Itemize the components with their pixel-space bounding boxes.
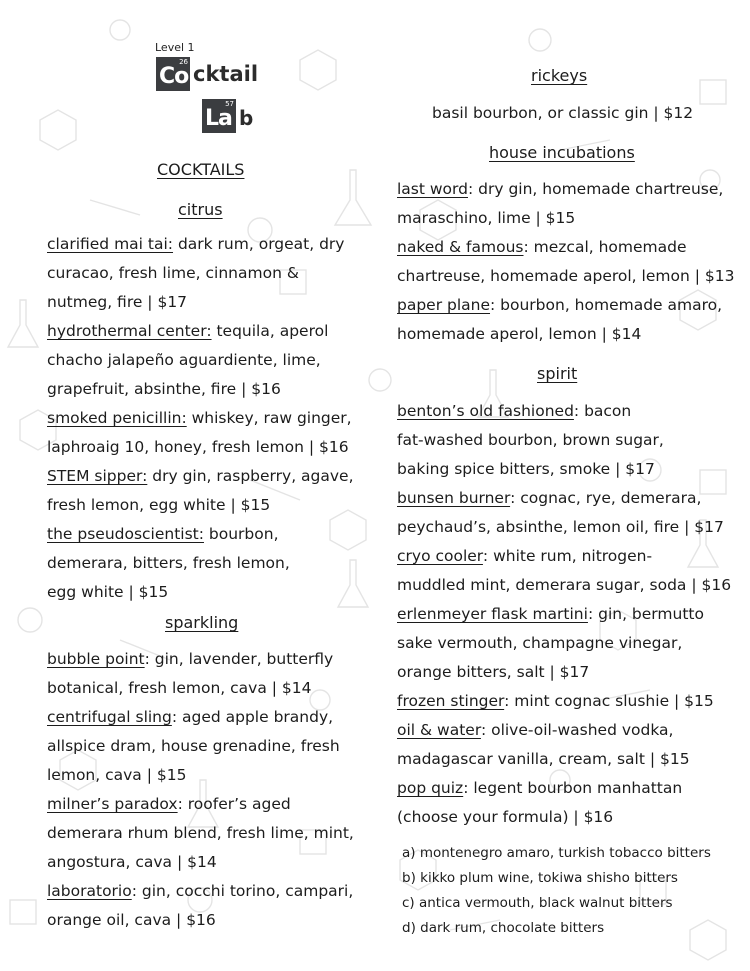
menu-line: demerara, bitters, fresh lemon,	[47, 554, 290, 572]
citrus-heading: citrus	[178, 200, 223, 219]
logo-text-cktail: cktail	[193, 62, 259, 86]
menu-line: STEM sipper: dry gin, raspberry, agave,	[47, 467, 354, 485]
menu-line: demerara rhum blend, fresh lime, mint,	[47, 824, 354, 842]
rickeys-heading: rickeys	[531, 66, 588, 85]
house-incubations-heading: house incubations	[489, 143, 635, 162]
menu-line: baking spice bitters, smoke | $17	[397, 460, 655, 478]
spirit-heading: spirit	[537, 364, 578, 383]
menu-line: laphroaig 10, honey, fresh lemon | $16	[47, 438, 349, 456]
menu-line: chartreuse, homemade aperol, lemon | $13	[397, 267, 735, 285]
menu-line: pop quiz: legent bourbon manhattan	[397, 779, 683, 797]
formula-option: d) dark rum, chocolate bitters	[402, 920, 605, 936]
menu-line: lemon, cava | $15	[47, 766, 187, 784]
cocktail-lab-logo	[154, 40, 264, 136]
menu-line: the pseudoscientist: bourbon,	[47, 525, 279, 543]
menu-line: hydrothermal center: tequila, aperol	[47, 322, 329, 340]
menu-line: chacho jalapeño aguardiente, lime,	[47, 351, 321, 369]
formula-option: b) kikko plum wine, tokiwa shisho bitters	[402, 870, 678, 886]
menu-line: curacao, fresh lime, cinnamon &	[47, 264, 299, 282]
menu-line: muddled mint, demerara sugar, soda | $16	[397, 576, 732, 594]
menu-line: naked & famous: mezcal, homemade	[397, 238, 687, 256]
element-tile-co	[156, 57, 190, 91]
menu-line: fresh lemon, egg white | $15	[47, 496, 271, 514]
menu-line: basil bourbon, or classic gin | $12	[432, 104, 694, 122]
menu-line: oil & water: olive-oil-washed vodka,	[397, 721, 674, 739]
menu-line: orange bitters, salt | $17	[397, 663, 590, 681]
tile-number: 57	[225, 100, 234, 108]
menu-line: nutmeg, fire | $17	[47, 293, 188, 311]
element-tile-la	[202, 99, 236, 133]
menu-line: grapefruit, absinthe, fire | $16	[47, 380, 281, 398]
menu-line: bunsen burner: cognac, rye, demerara,	[397, 489, 702, 507]
menu-line: madagascar vanilla, cream, salt | $15	[397, 750, 690, 768]
formula-option: a) montenegro amaro, turkish tobacco bitters	[402, 845, 711, 861]
section-title: COCKTAILS	[157, 160, 245, 179]
logo-text-b: b	[239, 106, 254, 130]
sparkling-heading: sparkling	[165, 613, 239, 632]
menu-line: laboratorio: gin, cocchi torino, campari,	[47, 882, 354, 900]
menu-line: homemade aperol, lemon | $14	[397, 325, 642, 343]
menu-line: allspice dram, house grenadine, fresh	[47, 737, 340, 755]
menu-line: last word: dry gin, homemade chartreuse,	[397, 180, 724, 198]
menu-line: benton’s old fashioned: bacon	[397, 402, 632, 420]
menu-line: orange oil, cava | $16	[47, 911, 216, 929]
menu-line: erlenmeyer flask martini: gin, bermutto	[397, 605, 704, 623]
menu-line: clarified mai tai: dark rum, orgeat, dry	[47, 235, 345, 253]
menu-line: milner’s paradox: roofer’s aged	[47, 795, 291, 813]
menu-line: fat-washed bourbon, brown sugar,	[397, 431, 664, 449]
menu-line: maraschino, lime | $15	[397, 209, 576, 227]
menu-line: paper plane: bourbon, homemade amaro,	[397, 296, 723, 314]
tile-symbol: Co	[159, 64, 189, 89]
tile-number: 26	[179, 58, 188, 66]
menu-line: angostura, cava | $14	[47, 853, 217, 871]
menu-line: bubble point: gin, lavender, butterfly	[47, 650, 334, 668]
menu-line: cryo cooler: white rum, nitrogen-	[397, 547, 653, 565]
menu-line: frozen stinger: mint cognac slushie | $15	[397, 692, 714, 710]
menu-line: sake vermouth, champagne vinegar,	[397, 634, 683, 652]
menu-line: smoked penicillin: whiskey, raw ginger,	[47, 409, 352, 427]
menu-line: egg white | $15	[47, 583, 169, 601]
logo-level-label: Level 1	[155, 41, 195, 54]
tile-symbol: La	[205, 106, 232, 131]
menu-line: peychaud’s, absinthe, lemon oil, fire | $17	[397, 518, 724, 536]
menu-line: (choose your formula) | $16	[397, 808, 614, 826]
menu-line: centrifugal sling: aged apple brandy,	[47, 708, 334, 726]
formula-option: c) antica vermouth, black walnut bitters	[402, 895, 673, 911]
menu-line: botanical, fresh lemon, cava | $14	[47, 679, 312, 697]
